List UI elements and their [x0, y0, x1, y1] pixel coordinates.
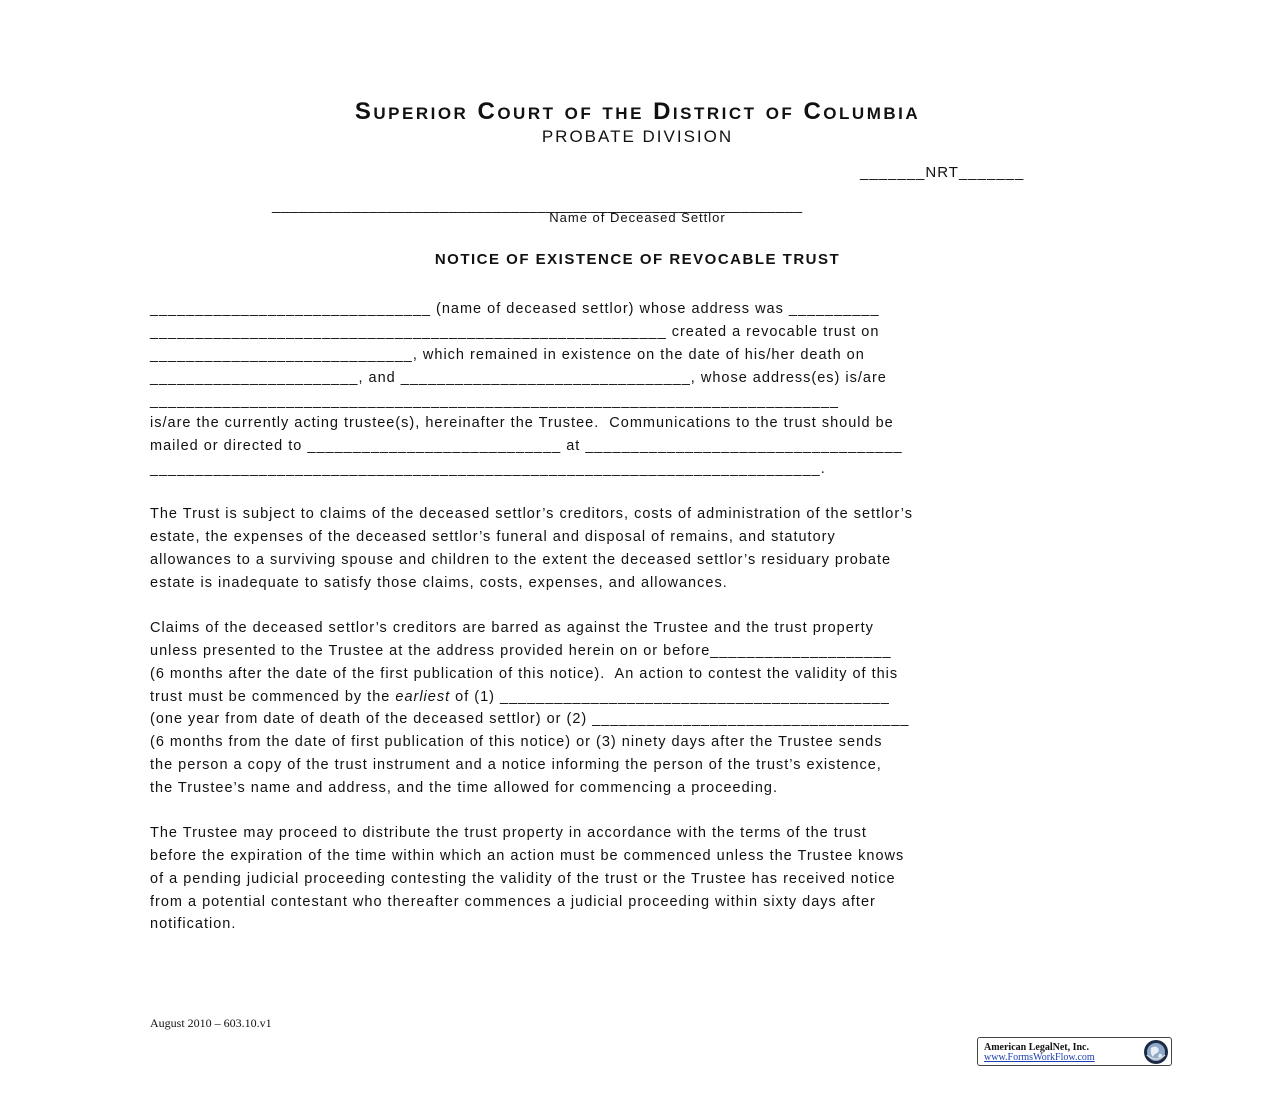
- paragraph3-line[interactable]: unless presented to the Trustee at the address provided herein on or before____________________: [150, 643, 892, 659]
- paragraph4-line: from a potential contestant who thereafter commences a judicial proceeding within sixty days after: [150, 894, 876, 910]
- case-number-field[interactable]: _______NRT_______: [860, 164, 1025, 181]
- publisher-url-link[interactable]: www.FormsWorkFlow.com: [984, 1052, 1095, 1063]
- form-version: August 2010 – 603.10.v1: [150, 1016, 272, 1030]
- paragraph2-line: estate is inadequate to satisfy those claims, costs, expenses, and allowances.: [150, 575, 728, 591]
- paragraph3-line-earliest[interactable]: [150, 689, 890, 705]
- earliest-emphasis: earliest: [395, 689, 451, 705]
- settlor-name-field[interactable]: ____________________________________________________________: [272, 197, 803, 214]
- paragraph1-line[interactable]: mailed or directed to ____________________________ at ___________________________________: [150, 438, 903, 454]
- earliest-prefix: trust must be commenced by the: [150, 689, 396, 705]
- paragraph1-line[interactable]: _______________________, and ________________________________, whose address(es) is/are: [150, 370, 887, 386]
- court-title: Superior Court of the District of Columbia: [354, 98, 921, 125]
- paragraph1-line[interactable]: _____________________________, which remained in existence on the date of his/her death on: [150, 347, 865, 363]
- paragraph1-line[interactable]: _______________________________ (name of deceased settlor) whose address was __________: [150, 301, 880, 317]
- paragraph4-line: notification.: [150, 916, 237, 932]
- paragraph1-line: is/are the currently acting trustee(s), hereinafter the Trustee. Communications to the trust should be: [150, 415, 894, 431]
- publisher-logo[interactable]: [977, 1037, 1172, 1066]
- paragraph3-line: the Trustee’s name and address, and the time allowed for commencing a proceeding.: [150, 780, 779, 796]
- settlor-name-caption: Name of Deceased Settlor: [549, 210, 726, 225]
- paragraph3-line: (6 months after the date of the first publication of this notice). An action to contest the validity of this: [150, 666, 899, 682]
- paragraph3-line: (6 months from the date of first publication of this notice) or (3) ninety days after the Trustee sends: [150, 734, 883, 750]
- globe-icon: [1143, 1039, 1169, 1065]
- paragraph2-line: The Trust is subject to claims of the deceased settlor’s creditors, costs of administration of the settlor’s: [150, 506, 913, 522]
- paragraph4-line: The Trustee may proceed to distribute the trust property in accordance with the terms of the trust: [150, 825, 867, 841]
- paragraph1-line[interactable]: _________________________________________________________ created a revocable trust on: [150, 324, 880, 340]
- publisher-name: American LegalNet, Inc.: [984, 1042, 1089, 1053]
- paragraph1-line[interactable]: ____________________________________________________________________________: [150, 393, 839, 409]
- paragraph3-line[interactable]: (one year from date of death of the deceased settlor) or (2) ___________________________________: [150, 711, 910, 727]
- paragraph1-line[interactable]: __________________________________________________________________________.: [150, 461, 826, 477]
- division-title: PROBATE DIVISION: [541, 127, 734, 146]
- earliest-suffix: of (1) ___________________________________________: [450, 689, 890, 705]
- paragraph3-line: Claims of the deceased settlor’s creditors are barred as against the Trustee and the trust property: [150, 620, 874, 636]
- paragraph3-line: the person a copy of the trust instrument and a notice informing the person of the trust’s existence,: [150, 757, 882, 773]
- paragraph4-line: before the expiration of the time within which an action must be commenced unless the Trustee knows: [150, 848, 905, 864]
- paragraph2-line: allowances to a surviving spouse and children to the extent the deceased settlor’s residuary probate: [150, 552, 892, 568]
- paragraph2-line: estate, the expenses of the deceased settlor’s funeral and disposal of remains, and statutory: [150, 529, 836, 545]
- notice-title: NOTICE OF EXISTENCE OF REVOCABLE TRUST: [434, 251, 841, 268]
- paragraph4-line: of a pending judicial proceeding contesting the validity of the trust or the Trustee has received notice: [150, 871, 896, 887]
